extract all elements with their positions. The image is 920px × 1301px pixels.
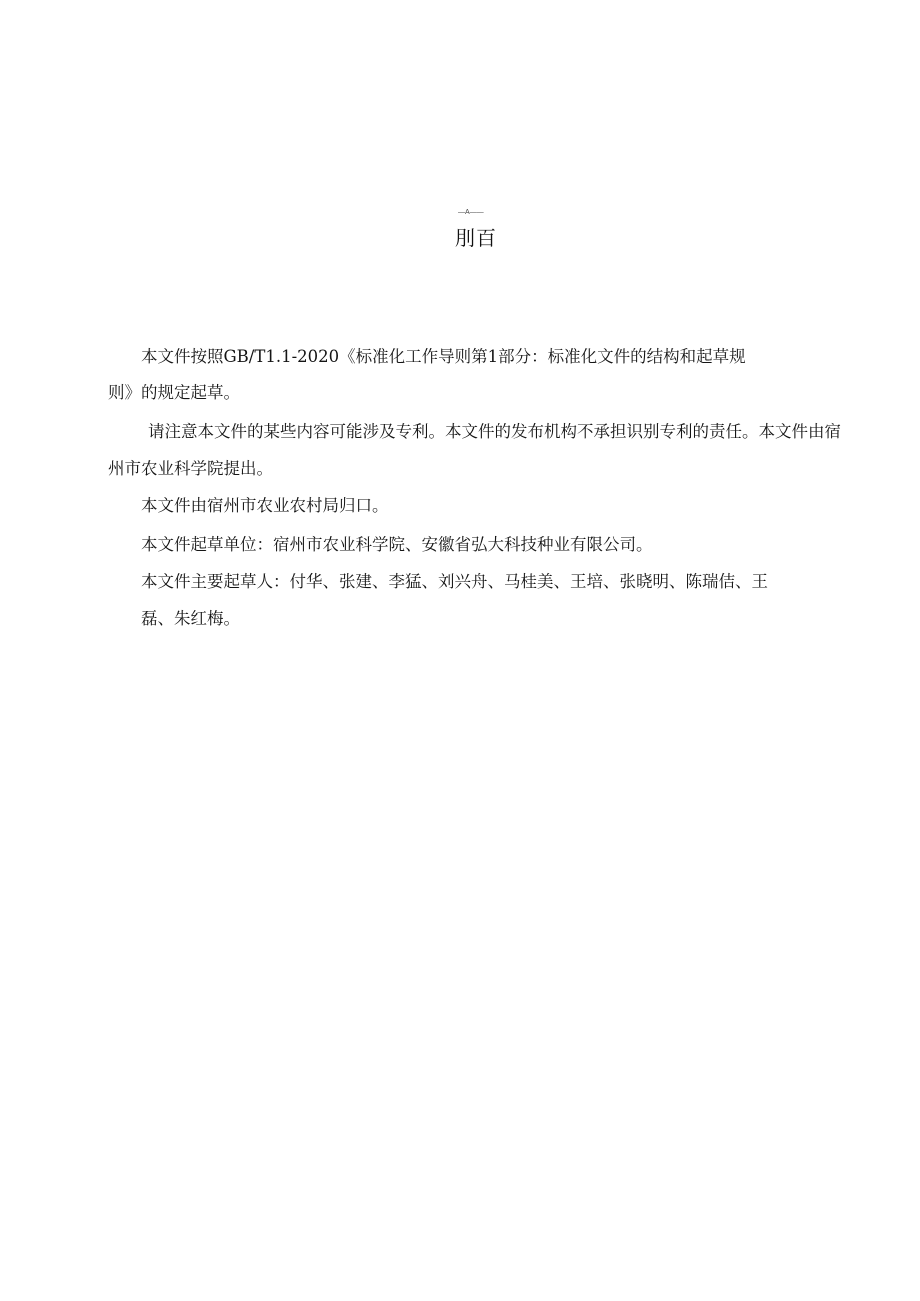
basis-paragraph-line-1: 本文件按照GB/T1.1-2020《标准化工作导则第1部分：标准化文件的结构和起草规 bbox=[141, 347, 746, 366]
patent-paragraph-line-2: 州市农业科学院提出。 bbox=[108, 459, 273, 478]
heading-ornament: —A—— bbox=[458, 209, 484, 216]
drafters-paragraph-line-1: 本文件主要起草人：付华、张建、李猛、刘兴舟、马桂美、王培、张晓明、陈瑞佶、王 bbox=[141, 572, 768, 591]
drafters-paragraph-line-2: 磊、朱红梅。 bbox=[141, 609, 240, 628]
patent-paragraph-line-1: 请注意本文件的某些内容可能涉及专利。本文件的发布机构不承担识别专利的责任。本文件由宿 bbox=[148, 422, 841, 441]
basis-paragraph-line-2: 则》的规定起草。 bbox=[108, 383, 240, 402]
page-title: 刖百 bbox=[455, 226, 497, 250]
centralized-paragraph: 本文件由宿州市农业农村局归口。 bbox=[141, 496, 389, 515]
drafting-units-paragraph: 本文件起草单位：宿州市农业科学院、安徽省弘大科技种业有限公司。 bbox=[141, 535, 653, 554]
